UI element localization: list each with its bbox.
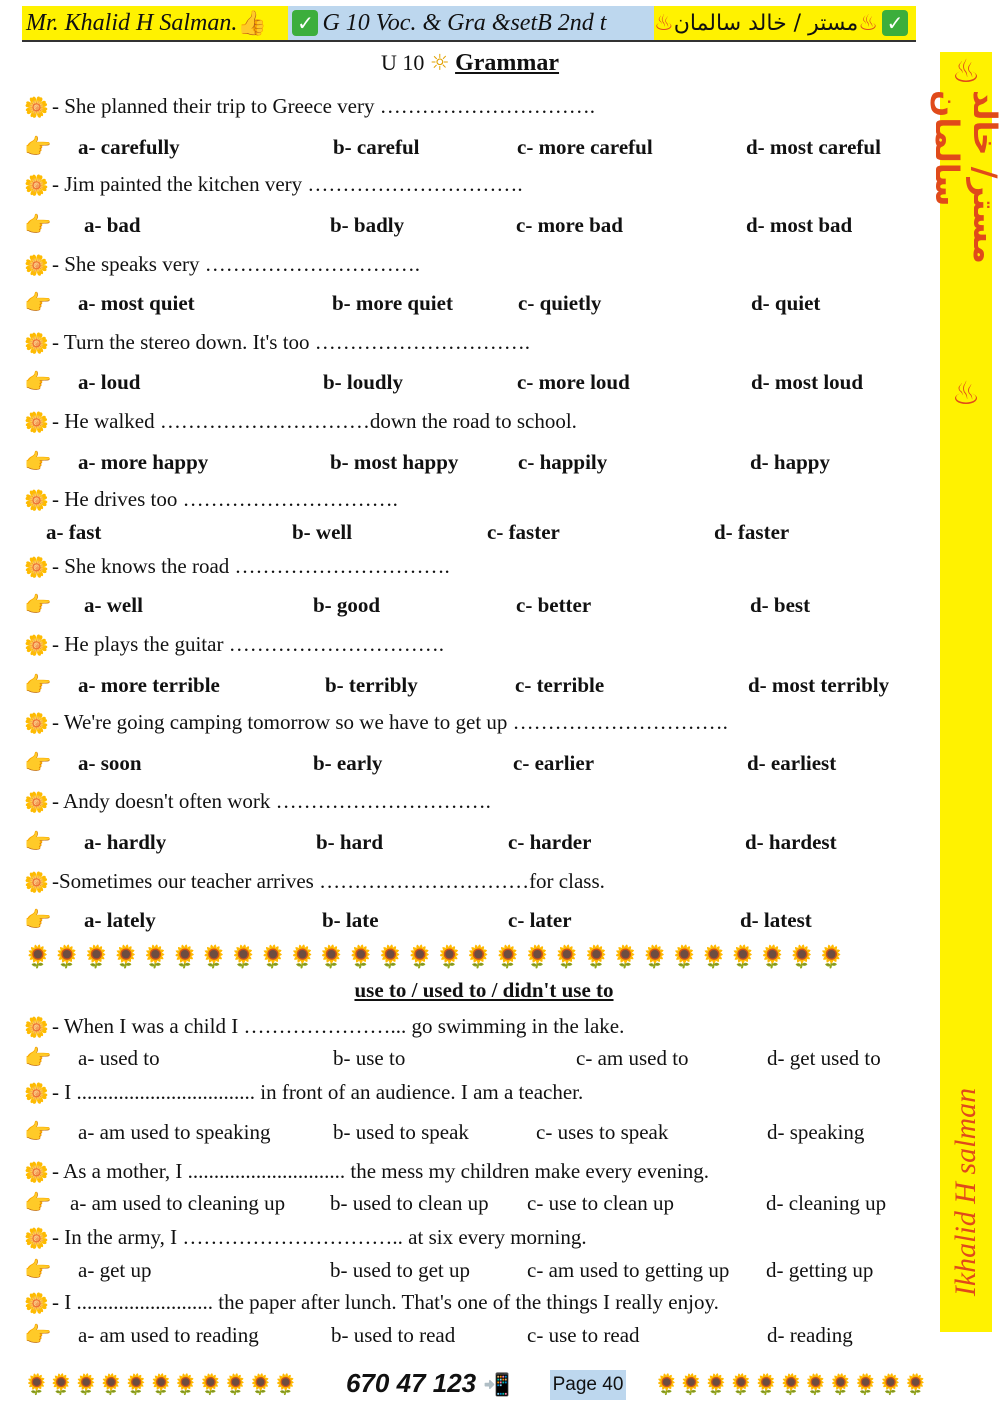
question-text: - Andy doesn't often work …………………………. (52, 789, 491, 813)
option-a[interactable]: a- carefully (78, 135, 180, 159)
grammar-heading: Grammar (455, 50, 560, 76)
option-a[interactable]: a- fast (46, 520, 102, 544)
option-a[interactable]: a- hardly (84, 830, 167, 854)
question-text: - We're going camping tomorrow so we have to get up …………………………. (52, 710, 728, 734)
option-c[interactable]: c- use to clean up (527, 1191, 674, 1215)
option-c[interactable]: c- faster (487, 520, 560, 544)
pointing-hand-icon: 👉 (24, 593, 52, 618)
option-d[interactable]: d- most bad (746, 213, 853, 237)
side-arabic-name (928, 52, 1004, 412)
pointing-hand-icon: 👉 (24, 135, 52, 160)
sunflower-decoration: 🌻🌻🌻🌻🌻🌻🌻🌻🌻🌻🌻 (24, 1372, 298, 1396)
flower-icon: 🌼 (24, 1159, 49, 1184)
option-d[interactable]: d- hardest (745, 830, 837, 854)
question-11 (24, 869, 605, 894)
question-text: - She speaks very …………………………. (52, 252, 421, 276)
option-c[interactable]: c- more loud (517, 370, 630, 394)
question-9 (24, 710, 728, 735)
option-c[interactable]: c- later (508, 908, 572, 932)
option-c[interactable]: c- use to read (527, 1323, 640, 1347)
option-c[interactable]: c- better (516, 593, 592, 617)
question-1 (24, 94, 595, 119)
option-a[interactable]: a- more terrible (78, 673, 220, 697)
side-bar (928, 52, 1004, 1332)
question-2 (24, 172, 523, 197)
option-b[interactable]: b- used to clean up (330, 1191, 489, 1215)
flower-icon: 🌼 (24, 632, 49, 657)
question-text: - He plays the guitar …………………………. (52, 632, 444, 656)
question-7 (24, 554, 450, 579)
option-d[interactable]: d- faster (714, 520, 790, 544)
flower-icon: 🌼 (24, 172, 49, 197)
pointing-hand-icon: 👉 (24, 908, 52, 933)
option-d[interactable]: d- quiet (751, 291, 821, 315)
header-course-text: G 10 Voc. & Gra &setB 2nd t (322, 9, 607, 36)
option-c[interactable]: c- more bad (516, 213, 623, 237)
page-title (0, 50, 940, 77)
header-course (288, 6, 654, 40)
option-c[interactable]: c- quietly (518, 291, 602, 315)
option-b[interactable]: b- careful (333, 135, 420, 159)
question-text: - He walked …………………………down the road to school. (52, 409, 577, 433)
option-a[interactable]: a- bad (84, 213, 141, 237)
header-bar (22, 6, 916, 42)
pointing-hand-icon: 👉 (24, 1120, 52, 1145)
option-a[interactable]: a- am used to reading (78, 1323, 259, 1347)
sun-icon: ☼ (429, 51, 450, 76)
question-3 (24, 252, 420, 277)
question-4 (24, 330, 530, 355)
pointing-hand-icon: 👉 (24, 213, 52, 238)
question-text: - I .......................... the paper after lunch. That's one of the things I really enjoy. (52, 1290, 719, 1314)
pointing-hand-icon: 👉 (24, 1046, 52, 1071)
option-c[interactable]: c- earlier (513, 751, 595, 775)
flower-icon: 🌼 (24, 1014, 49, 1039)
flower-icon: 🌼 (24, 710, 49, 735)
hot-springs-icon: ♨ (858, 10, 878, 36)
option-b[interactable]: b- more quiet (332, 291, 453, 315)
hand-icon: 👍 (237, 9, 268, 37)
question-text: - He drives too …………………………. (52, 487, 398, 511)
option-c[interactable]: c- terrible (515, 673, 605, 697)
option-b[interactable]: b- good (313, 593, 381, 617)
option-d[interactable]: d- most careful (746, 135, 881, 159)
option-d[interactable]: d- get used to (767, 1046, 881, 1070)
option-d[interactable]: d- best (750, 593, 811, 617)
option-b[interactable]: b- loudly (323, 370, 403, 394)
option-a[interactable]: a- loud (78, 370, 141, 394)
option-d[interactable]: d- earliest (747, 751, 837, 775)
hot-springs-icon: ♨ (947, 52, 985, 90)
option-c[interactable]: c- uses to speak (536, 1120, 669, 1144)
flower-icon: 🌼 (24, 487, 49, 512)
pointing-hand-icon: 👉 (24, 1323, 52, 1348)
flower-icon: 🌼 (24, 1080, 49, 1105)
header-author-text: Mr. Khalid H Salman. (26, 9, 238, 36)
flower-icon: 🌼 (24, 409, 49, 434)
option-b[interactable]: b- use to (333, 1046, 406, 1070)
question-14 (24, 1159, 709, 1184)
question-text: - When I was a child I …………………... go swimming in the lake. (52, 1014, 625, 1038)
page-number: Page 40 (550, 1370, 626, 1400)
hot-springs-icon: ♨ (653, 10, 674, 36)
flower-icon: 🌼 (24, 1225, 49, 1250)
option-a[interactable]: a- lately (84, 908, 156, 932)
question-13 (24, 1080, 583, 1105)
option-b[interactable]: b- badly (330, 213, 405, 237)
question-text: - Turn the stereo down. It's too …………………………. (52, 330, 531, 354)
question-text: - As a mother, I .............................. the mess my children make every evening. (52, 1159, 710, 1183)
pointing-hand-icon: 👉 (24, 1258, 52, 1283)
pointing-hand-icon: 👉 (24, 370, 52, 395)
option-c[interactable]: c- happily (518, 450, 608, 474)
option-c[interactable]: c- am used to getting up (527, 1258, 730, 1282)
question-6 (24, 487, 398, 512)
pointing-hand-icon: 👉 (24, 1191, 52, 1216)
option-b[interactable]: b- early (313, 751, 383, 775)
sunflower-divider: 🌻🌻🌻🌻🌻🌻🌻🌻🌻🌻🌻🌻🌻🌻🌻🌻🌻🌻🌻🌻🌻🌻🌻🌻🌻🌻🌻🌻 (24, 945, 847, 970)
question-12 (24, 1014, 624, 1039)
option-b[interactable]: b- most happy (330, 450, 459, 474)
option-a[interactable]: a- am used to cleaning up (70, 1191, 286, 1215)
option-c[interactable]: c- more careful (517, 135, 653, 159)
option-d[interactable]: d- getting up (766, 1258, 874, 1282)
header-arabic-text: مستر / خالد سالمان (673, 10, 859, 36)
flower-icon: 🌼 (24, 330, 49, 355)
question-8 (24, 632, 444, 657)
option-a[interactable]: a- am used to speaking (78, 1120, 271, 1144)
flower-icon: 🌼 (24, 94, 49, 119)
option-a[interactable]: a- most quiet (78, 291, 195, 315)
option-b[interactable]: b- hard (316, 830, 384, 854)
hot-springs-icon: ♨ (947, 374, 985, 412)
page-footer (0, 1368, 992, 1402)
checkmark-icon: ✓ (882, 10, 908, 36)
option-a[interactable]: a- used to (78, 1046, 160, 1070)
phone-icon: 📲 (483, 1373, 511, 1398)
section-heading-used-to: use to / used to / didn't use to (354, 978, 614, 1002)
option-c[interactable]: c- am used to (576, 1046, 689, 1070)
option-a[interactable]: a- soon (78, 751, 142, 775)
option-b[interactable]: b- terribly (325, 673, 418, 697)
question-16 (24, 1290, 719, 1315)
side-author-name (940, 1052, 992, 1332)
option-d[interactable]: d- happy (750, 450, 830, 474)
option-d[interactable]: d- reading (767, 1323, 853, 1347)
pointing-hand-icon: 👉 (24, 751, 52, 776)
flower-icon: 🌼 (24, 789, 49, 814)
header-author (22, 6, 288, 40)
phone-number (346, 1368, 511, 1399)
question-text: - In the army, I ………………………….. at six every morning. (52, 1225, 587, 1249)
question-text: - I .................................. in front of an audience. I am a teacher. (52, 1080, 584, 1104)
option-d[interactable]: d- latest (740, 908, 812, 932)
unit-label: U 10 (380, 50, 425, 75)
option-c[interactable]: c- harder (508, 830, 592, 854)
pointing-hand-icon: 👉 (24, 291, 52, 316)
option-a[interactable]: a- more happy (78, 450, 209, 474)
side-author-text: Ikhalid H salman (949, 1087, 983, 1297)
option-d[interactable]: d- most loud (751, 370, 864, 394)
pointing-hand-icon: 👉 (24, 830, 52, 855)
flower-icon: 🌼 (24, 554, 49, 579)
option-b[interactable]: b- used to get up (330, 1258, 470, 1282)
flower-icon: 🌼 (24, 252, 49, 277)
side-arabic-text: مستر/ خالد سالمان (928, 90, 1004, 264)
pointing-hand-icon: 👉 (24, 450, 52, 475)
question-text: - She knows the road …………………………. (52, 554, 450, 578)
option-a[interactable]: a- get up (78, 1258, 152, 1282)
pointing-hand-icon: 👉 (24, 673, 52, 698)
sunflower-decoration: 🌻🌻🌻🌻🌻🌻🌻🌻🌻🌻🌻 (654, 1372, 928, 1396)
option-b[interactable]: b- used to speak (333, 1120, 469, 1144)
question-text: - Jim painted the kitchen very …………………………. (52, 172, 523, 196)
question-5 (24, 409, 577, 434)
phone-number-text: 670 47 123 (346, 1368, 477, 1398)
question-15 (24, 1225, 587, 1250)
flower-icon: 🌼 (24, 1290, 49, 1315)
option-d[interactable]: d- most terribly (748, 673, 890, 697)
question-text: -Sometimes our teacher arrives …………………………for class. (52, 869, 605, 893)
question-10 (24, 789, 491, 814)
header-arabic (654, 6, 916, 40)
option-b[interactable]: b- late (322, 908, 379, 932)
checkmark-icon: ✓ (292, 10, 318, 36)
option-b[interactable]: b- used to read (331, 1323, 456, 1347)
option-d[interactable]: d- cleaning up (766, 1191, 887, 1215)
question-text: - She planned their trip to Greece very …………………………. (52, 94, 595, 118)
flower-icon: 🌼 (24, 869, 49, 894)
option-d[interactable]: d- speaking (767, 1120, 865, 1144)
option-a[interactable]: a- well (84, 593, 143, 617)
option-b[interactable]: b- well (292, 520, 353, 544)
